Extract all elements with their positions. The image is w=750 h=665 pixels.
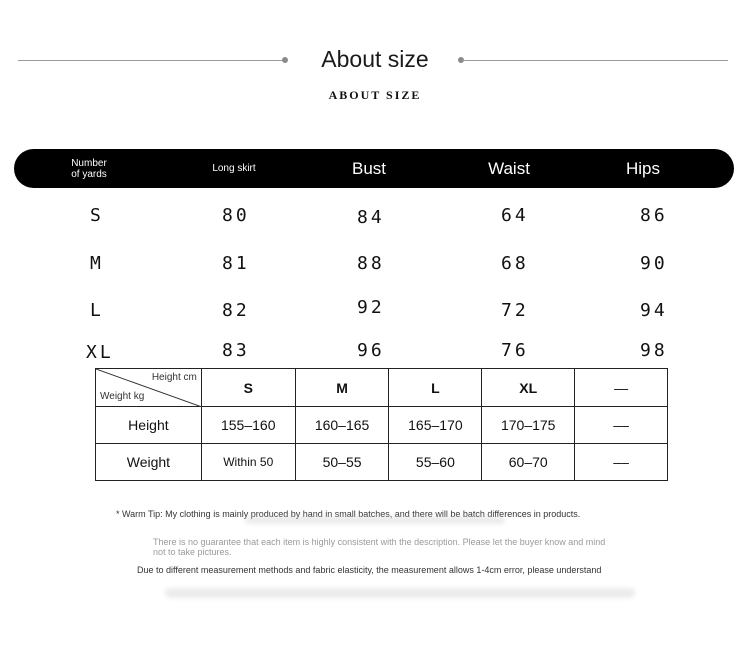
fit-row-label: Height — [96, 407, 202, 444]
fit-cell: –– — [575, 407, 668, 444]
measurement-note: Due to different measurement methods and fabric elasticity, the measurement allows 1-4cm error, please understand — [137, 565, 602, 575]
column-header-hips: Hips — [625, 158, 660, 178]
fit-cell: Within 50 — [201, 444, 295, 481]
title-right-rule — [462, 60, 728, 61]
waist-value: 72 — [501, 300, 529, 321]
hips-value: 98 — [640, 340, 668, 361]
fit-row-height — [96, 407, 668, 444]
bust-value: 96 — [357, 340, 385, 361]
fit-row-weight — [96, 444, 668, 481]
fit-cell: 50–55 — [295, 444, 389, 481]
fit-table-corner — [96, 369, 202, 407]
size-row — [0, 340, 750, 370]
page-subtitle: ABOUT SIZE — [328, 88, 422, 102]
waist-value: 64 — [501, 205, 529, 226]
fit-cell: 155–160 — [201, 407, 295, 444]
column-header-bust: Bust — [351, 158, 387, 178]
bust-value: 84 — [357, 207, 385, 228]
fit-column-header: L — [389, 369, 482, 407]
waist-value: 76 — [501, 340, 529, 361]
column-header-long-skirt: Long skirt — [212, 163, 256, 174]
size-label: M — [90, 253, 104, 274]
size-label: XL — [86, 342, 114, 363]
size-table-header — [14, 149, 734, 188]
hips-value: 90 — [640, 253, 668, 274]
fit-column-header: — — [575, 369, 668, 407]
long-skirt-value: 81 — [222, 253, 250, 274]
watermark-smudge — [245, 516, 505, 524]
size-label: L — [90, 300, 104, 321]
column-header-number-of-yards: Number of yards — [71, 157, 107, 180]
waist-value: 68 — [501, 253, 529, 274]
long-skirt-value: 83 — [222, 340, 250, 361]
fit-column-header: M — [295, 369, 389, 407]
bust-value: 92 — [357, 297, 385, 318]
hips-value: 94 — [640, 300, 668, 321]
bust-value: 88 — [357, 253, 385, 274]
corner-weight-label: Weight kg — [100, 391, 145, 402]
fit-table — [95, 368, 668, 481]
fit-cell: 170–175 — [482, 407, 575, 444]
size-row — [0, 253, 750, 283]
page-title: About size — [321, 46, 429, 72]
warm-tip-note: * Warm Tip: My clothing is mainly produced by hand in small batches, and there will be batch differences in products. — [116, 509, 581, 519]
fit-column-header: XL — [482, 369, 575, 407]
hips-value: 86 — [640, 205, 668, 226]
fit-cell: –– — [575, 444, 668, 481]
guarantee-note: There is no guarantee that each item is highly consistent with the description. Please let the buyer know and mind not to take pictures. — [153, 537, 606, 557]
size-label: S — [90, 205, 104, 226]
fit-cell: 60–70 — [482, 444, 575, 481]
long-skirt-value: 80 — [222, 205, 250, 226]
fit-cell: 165–170 — [389, 407, 482, 444]
fit-cell: 160–165 — [295, 407, 389, 444]
corner-height-label: Height cm — [151, 372, 197, 383]
fit-row-label: Weight — [96, 444, 202, 481]
long-skirt-value: 82 — [222, 300, 250, 321]
size-row — [0, 297, 750, 330]
fit-cell: 55–60 — [389, 444, 482, 481]
fit-column-header: S — [201, 369, 295, 407]
column-header-waist: Waist — [488, 158, 530, 178]
watermark-smudge — [165, 588, 635, 598]
size-row — [0, 205, 750, 235]
